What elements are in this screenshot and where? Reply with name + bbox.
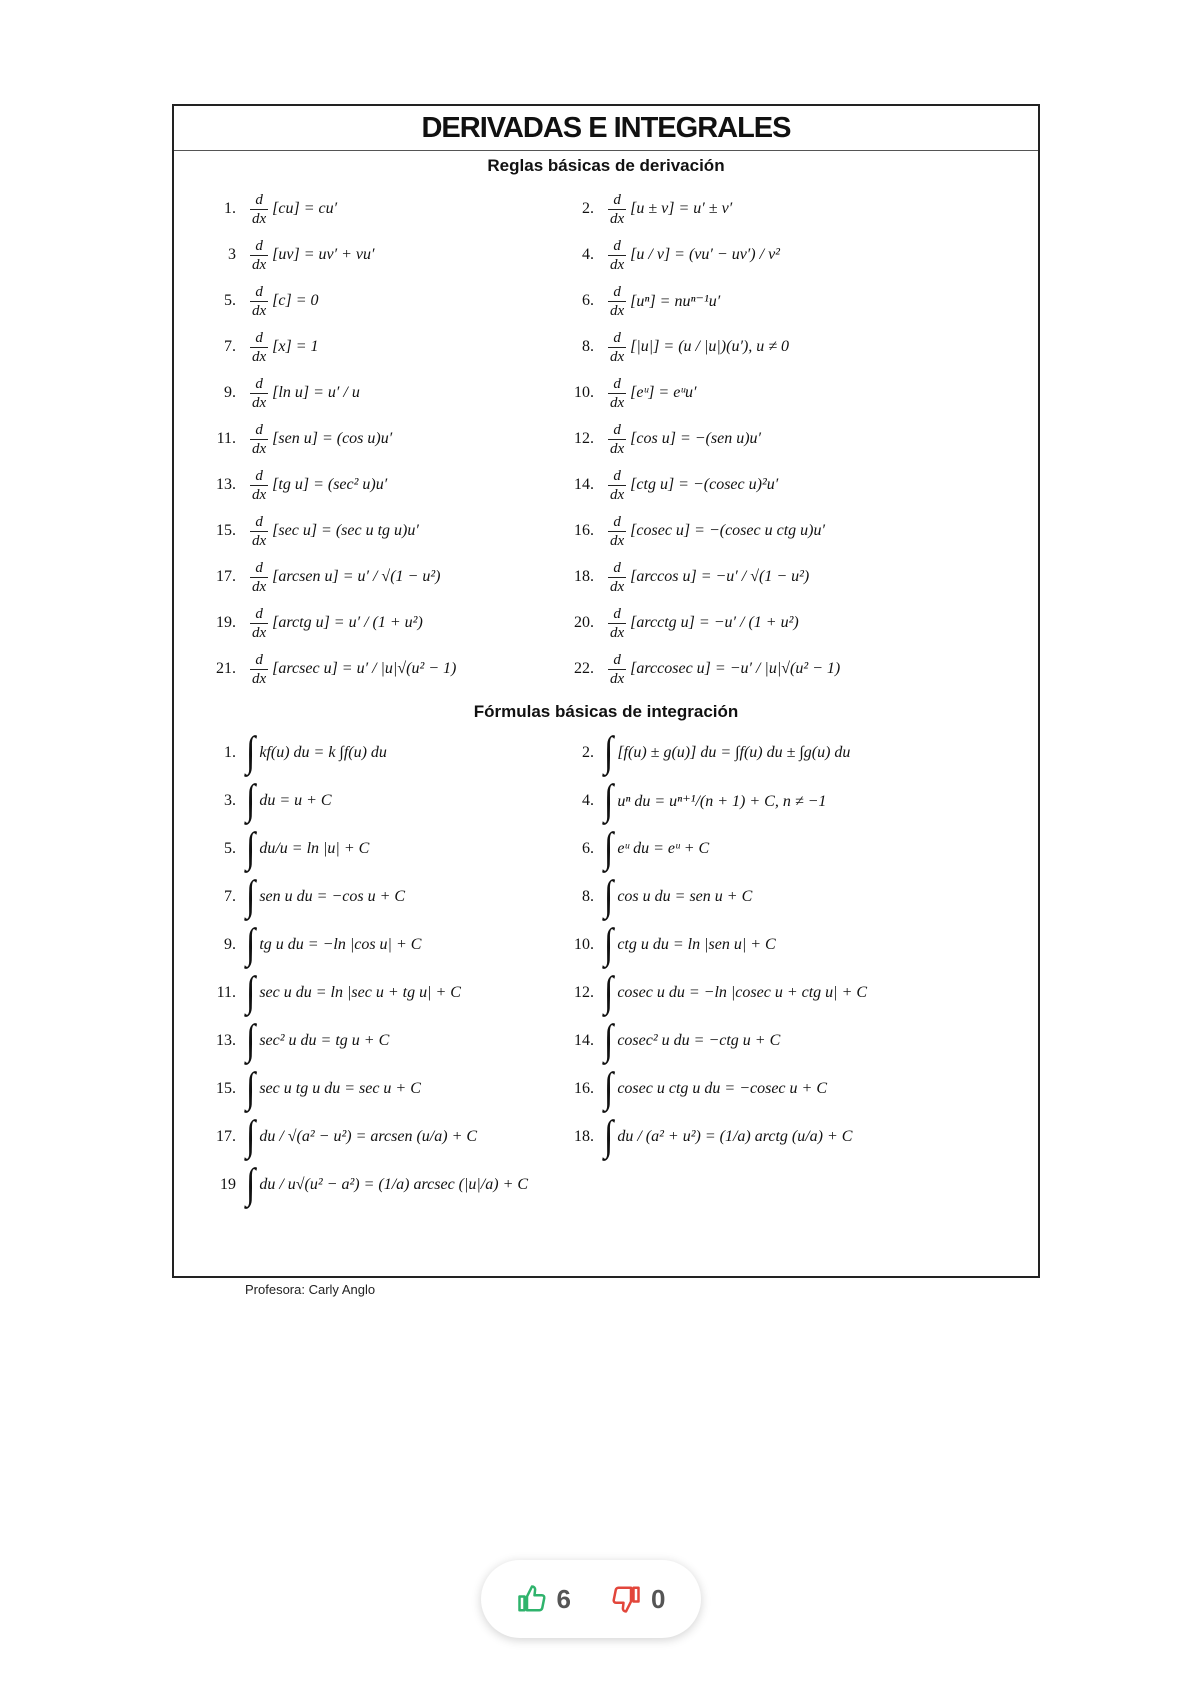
- integral-sign: ∫: [604, 1113, 614, 1160]
- rule-expression: [ln u] = u′ / u: [272, 384, 360, 401]
- rule-number: 5.: [224, 292, 236, 309]
- derivative-rule: [552, 186, 732, 232]
- integral-rule: [194, 778, 332, 824]
- integral-row: [174, 1066, 1038, 1112]
- derivative-operator: [250, 191, 268, 228]
- derivative-operator-top: d: [255, 191, 263, 208]
- integral-sign: ∫: [246, 1161, 256, 1208]
- rule-formula: [604, 237, 780, 274]
- integral-row: [174, 1162, 1038, 1208]
- derivative-rule: [194, 462, 387, 508]
- rule-number: 6.: [582, 292, 594, 309]
- rule-number: 9.: [224, 384, 236, 401]
- rule-expression: [eᵘ] = eᵘu′: [630, 384, 697, 401]
- rule-expression: [arcsen u] = u′ / √(1 − u²): [272, 568, 441, 585]
- rule-expression: [cos u] = −(sen u)u′: [630, 430, 762, 447]
- rule-expression: [sen u] = (cos u)u′: [272, 430, 393, 447]
- rule-number: 3: [228, 246, 236, 263]
- derivative-rule: [194, 600, 423, 646]
- derivative-rule: [194, 278, 319, 324]
- derivatives-heading: Reglas básicas de derivación: [487, 156, 725, 175]
- rule-formula: [604, 329, 789, 366]
- dislike-count: 0: [651, 1583, 666, 1614]
- derivative-operator-bottom: dx: [610, 440, 625, 457]
- derivative-operator: [608, 191, 626, 228]
- rule-number: 2.: [582, 200, 594, 217]
- rule-formula: [604, 1017, 781, 1064]
- rule-expression: uⁿ du = uⁿ⁺¹/(n + 1) + C, n ≠ −1: [617, 793, 827, 810]
- integral-row: [174, 970, 1038, 1016]
- rule-expression: tg u du = −ln |cos u| + C: [259, 936, 422, 953]
- derivative-row: [174, 508, 1038, 554]
- rule-expression: kf(u) du = k ∫f(u) du: [259, 744, 387, 761]
- derivative-operator: [250, 513, 268, 550]
- rule-formula: [246, 873, 406, 920]
- rule-formula: [246, 559, 440, 596]
- rule-expression: sec u tg u du = sec u + C: [259, 1080, 421, 1097]
- derivative-operator-top: d: [613, 283, 621, 300]
- integral-sign: ∫: [246, 873, 256, 920]
- integral-rule: [552, 826, 709, 872]
- thumbs-up-icon: [517, 1584, 547, 1614]
- dislike-button[interactable]: [611, 1584, 665, 1615]
- derivative-operator: [608, 237, 626, 274]
- rule-expression: [arccosec u] = −u′ / |u|√(u² − 1): [630, 660, 841, 677]
- derivative-operator-bottom: dx: [252, 670, 267, 687]
- integral-sign: ∫: [604, 777, 614, 824]
- rule-formula: [604, 1065, 827, 1112]
- rule-number: 3.: [224, 792, 236, 809]
- derivative-operator: [250, 651, 268, 688]
- derivative-operator: [608, 329, 626, 366]
- derivative-operator-bottom: dx: [610, 210, 625, 227]
- derivative-operator: [250, 237, 268, 274]
- rule-number: 5.: [224, 840, 236, 857]
- derivative-operator-top: d: [255, 237, 263, 254]
- rule-formula: [246, 777, 332, 824]
- integral-rule: [194, 1066, 421, 1112]
- rule-formula: [246, 969, 461, 1016]
- derivative-operator-top: d: [255, 467, 263, 484]
- integral-sign: ∫: [246, 729, 256, 776]
- rule-number: 19.: [216, 614, 236, 631]
- rule-expression: [arcsec u] = u′ / |u|√(u² − 1): [272, 660, 457, 677]
- derivative-operator: [608, 559, 626, 596]
- rule-formula: [246, 1161, 529, 1208]
- derivative-operator-bottom: dx: [252, 302, 267, 319]
- integral-row: [174, 874, 1038, 920]
- derivative-row: [174, 462, 1038, 508]
- derivative-operator: [608, 283, 626, 320]
- thumbs-down-icon: [611, 1584, 641, 1614]
- rule-number: 12.: [574, 984, 594, 1001]
- rule-expression: sen u du = −cos u + C: [259, 888, 406, 905]
- derivative-operator: [608, 467, 626, 504]
- derivative-operator-bottom: dx: [610, 532, 625, 549]
- rule-expression: du / (a² + u²) = (1/a) arctg (u/a) + C: [617, 1128, 853, 1145]
- integral-sign: ∫: [246, 1017, 256, 1064]
- integrals-heading: Fórmulas básicas de integración: [473, 702, 739, 721]
- rule-formula: [246, 605, 423, 642]
- derivative-operator: [250, 375, 268, 412]
- derivative-operator: [250, 467, 268, 504]
- derivative-operator-bottom: dx: [252, 394, 267, 411]
- derivative-operator-bottom: dx: [252, 624, 267, 641]
- vote-panel: [481, 1560, 701, 1638]
- rule-formula: [604, 191, 732, 228]
- derivative-operator-bottom: dx: [252, 486, 267, 503]
- integral-rule: [194, 730, 387, 776]
- rule-formula: [604, 825, 710, 872]
- derivative-row: [174, 646, 1038, 692]
- derivative-operator-top: d: [255, 421, 263, 438]
- integral-rule: [194, 874, 405, 920]
- rule-expression: [uⁿ] = nuⁿ⁻¹u′: [630, 293, 721, 310]
- rule-formula: [604, 559, 809, 596]
- integral-rule: [194, 826, 369, 872]
- rule-expression: [cu] = cu′: [272, 200, 338, 217]
- rule-number: 21.: [216, 660, 236, 677]
- derivative-operator-bottom: dx: [610, 578, 625, 595]
- derivative-rule: [552, 508, 825, 554]
- derivative-row: [174, 370, 1038, 416]
- rule-formula: [604, 1113, 853, 1160]
- rule-formula: [246, 513, 419, 550]
- integral-sign: ∫: [604, 969, 614, 1016]
- derivative-rule: [194, 646, 456, 692]
- rule-expression: [|u|] = (u / |u|)(u′), u ≠ 0: [630, 338, 790, 355]
- rule-formula: [246, 825, 370, 872]
- derivative-operator-top: d: [613, 467, 621, 484]
- rule-formula: [246, 283, 319, 320]
- integral-sign: ∫: [604, 1065, 614, 1112]
- derivative-row: [174, 416, 1038, 462]
- derivative-rule: [194, 324, 319, 370]
- derivative-rule: [194, 554, 440, 600]
- derivative-rule: [552, 416, 761, 462]
- derivative-operator: [608, 375, 626, 412]
- rule-expression: [x] = 1: [272, 338, 319, 355]
- rule-expression: sec² u du = tg u + C: [259, 1032, 390, 1049]
- rule-number: 22.: [574, 660, 594, 677]
- derivative-operator-bottom: dx: [252, 440, 267, 457]
- derivative-rule: [194, 370, 360, 416]
- rule-formula: [246, 651, 456, 688]
- derivative-operator: [608, 651, 626, 688]
- derivative-operator-bottom: dx: [610, 302, 625, 319]
- rule-formula: [246, 921, 422, 968]
- rule-number: 6.: [582, 840, 594, 857]
- derivative-row: [174, 186, 1038, 232]
- derivative-row: [174, 232, 1038, 278]
- rule-expression: cosec² u du = −ctg u + C: [617, 1032, 781, 1049]
- integral-sign: ∫: [604, 873, 614, 920]
- rule-number: 14.: [574, 1032, 594, 1049]
- rule-expression: ctg u du = ln |sen u| + C: [617, 936, 776, 953]
- integral-sign: ∫: [246, 777, 256, 824]
- derivative-operator-top: d: [613, 375, 621, 392]
- rule-number: 4.: [582, 792, 594, 809]
- integral-rule: [194, 922, 421, 968]
- rule-expression: cosec u du = −ln |cosec u + ctg u| + C: [617, 984, 868, 1001]
- integral-sign: ∫: [246, 825, 256, 872]
- derivative-operator-bottom: dx: [252, 348, 267, 365]
- derivative-rule: [552, 462, 778, 508]
- derivative-operator-bottom: dx: [610, 394, 625, 411]
- like-button[interactable]: [517, 1584, 571, 1615]
- rule-formula: [246, 375, 360, 412]
- rule-expression: du/u = ln |u| + C: [259, 840, 370, 857]
- derivative-operator-bottom: dx: [252, 256, 267, 273]
- integral-row: [174, 826, 1038, 872]
- rule-expression: du / √(a² − u²) = arcsen (u/a) + C: [259, 1128, 478, 1145]
- derivative-operator: [250, 283, 268, 320]
- rule-number: 10.: [574, 384, 594, 401]
- rule-number: 11.: [216, 430, 236, 447]
- rule-number: 7.: [224, 888, 236, 905]
- derivative-operator-top: d: [613, 237, 621, 254]
- derivative-row: [174, 324, 1038, 370]
- derivative-operator-top: d: [613, 605, 621, 622]
- derivative-operator: [250, 421, 268, 458]
- derivative-operator-bottom: dx: [252, 210, 267, 227]
- rule-formula: [604, 777, 827, 824]
- derivative-operator-top: d: [613, 191, 621, 208]
- integral-rule: [552, 922, 776, 968]
- rule-formula: [246, 421, 392, 458]
- integral-sign: ∫: [604, 921, 614, 968]
- rule-formula: [604, 921, 776, 968]
- derivative-operator: [250, 329, 268, 366]
- derivative-rule: [552, 278, 720, 324]
- rule-formula: [604, 283, 720, 320]
- like-count: 6: [556, 1583, 571, 1614]
- derivative-rule: [194, 232, 375, 278]
- derivative-row: [174, 600, 1038, 646]
- derivative-operator-top: d: [255, 375, 263, 392]
- rule-number: 17.: [216, 1128, 236, 1145]
- rule-expression: [arctg u] = u′ / (1 + u²): [272, 614, 423, 631]
- rule-number: 16.: [574, 522, 594, 539]
- integral-sign: ∫: [246, 1113, 256, 1160]
- integral-sign: ∫: [604, 729, 614, 776]
- rule-expression: du = u + C: [259, 792, 332, 809]
- rule-number: 1.: [224, 744, 236, 761]
- integral-rule: [194, 1114, 477, 1160]
- derivative-operator-bottom: dx: [252, 532, 267, 549]
- derivative-operator: [608, 513, 626, 550]
- integral-rule: [552, 778, 826, 824]
- rule-number: 20.: [574, 614, 594, 631]
- rule-formula: [246, 729, 387, 776]
- integral-sign: ∫: [604, 1017, 614, 1064]
- rule-number: 8.: [582, 338, 594, 355]
- rule-expression: [u / v] = (vu′ − uv′) / v²: [630, 246, 780, 263]
- integral-row: [174, 1114, 1038, 1160]
- derivative-operator-bottom: dx: [252, 578, 267, 595]
- rule-formula: [246, 1113, 478, 1160]
- rule-number: 13.: [216, 476, 236, 493]
- rule-expression: [sec u] = (sec u tg u)u′: [272, 522, 419, 539]
- integral-rule: [552, 970, 867, 1016]
- derivative-operator-top: d: [613, 421, 621, 438]
- rule-expression: [cosec u] = −(cosec u ctg u)u′: [630, 522, 825, 539]
- integral-rule: [552, 730, 850, 776]
- derivative-row: [174, 278, 1038, 324]
- integral-rule: [552, 1066, 827, 1112]
- page-title: DERIVADAS E INTEGRALES: [421, 112, 791, 144]
- rule-formula: [604, 651, 840, 688]
- rule-expression: cos u du = sen u + C: [617, 888, 753, 905]
- rule-number: 9.: [224, 936, 236, 953]
- derivative-operator-top: d: [613, 513, 621, 530]
- derivative-operator-top: d: [255, 651, 263, 668]
- derivative-row: [174, 554, 1038, 600]
- derivative-operator-top: d: [255, 559, 263, 576]
- derivative-rule: [552, 646, 840, 692]
- rule-expression: [ctg u] = −(cosec u)²u′: [630, 476, 779, 493]
- integral-sign: ∫: [604, 825, 614, 872]
- derivative-operator-top: d: [255, 283, 263, 300]
- derivative-operator-bottom: dx: [610, 486, 625, 503]
- derivative-operator-bottom: dx: [610, 256, 625, 273]
- derivative-rule: [552, 370, 697, 416]
- derivative-rule: [194, 508, 419, 554]
- rule-formula: [246, 191, 337, 228]
- derivative-rule: [194, 186, 337, 232]
- rule-number: 18.: [574, 568, 594, 585]
- derivative-rule: [552, 554, 809, 600]
- derivative-operator-top: d: [613, 559, 621, 576]
- derivative-operator-bottom: dx: [610, 670, 625, 687]
- title-divider: [174, 150, 1038, 151]
- derivative-operator-top: d: [255, 329, 263, 346]
- rule-number: 7.: [224, 338, 236, 355]
- rule-expression: cosec u ctg u du = −cosec u + C: [617, 1080, 827, 1097]
- rule-number: 4.: [582, 246, 594, 263]
- rule-formula: [246, 467, 387, 504]
- rule-expression: sec u du = ln |sec u + tg u| + C: [259, 984, 461, 1001]
- rule-number: 13.: [216, 1032, 236, 1049]
- rule-formula: [246, 1065, 421, 1112]
- derivative-operator-bottom: dx: [610, 624, 625, 641]
- derivative-rule: [194, 416, 392, 462]
- rule-expression: [tg u] = (sec² u)u′: [272, 476, 388, 493]
- derivative-operator: [250, 559, 268, 596]
- rule-number: 17.: [216, 568, 236, 585]
- integral-rule: [194, 1162, 528, 1208]
- rule-number: 18.: [574, 1128, 594, 1145]
- derivative-operator-top: d: [613, 329, 621, 346]
- integral-row: [174, 922, 1038, 968]
- derivative-operator: [250, 605, 268, 642]
- formula-sheet: [172, 104, 1040, 1278]
- rule-expression: [c] = 0: [272, 292, 319, 309]
- rule-number: 15.: [216, 522, 236, 539]
- rule-formula: [246, 237, 375, 274]
- derivative-operator-top: d: [255, 513, 263, 530]
- derivative-rule: [552, 324, 789, 370]
- rule-formula: [246, 329, 319, 366]
- rule-expression: eᵘ du = eᵘ + C: [617, 840, 710, 857]
- derivative-rule: [552, 600, 799, 646]
- integral-rule: [552, 1114, 852, 1160]
- rule-formula: [604, 873, 753, 920]
- rule-number: 12.: [574, 430, 594, 447]
- integral-sign: ∫: [246, 969, 256, 1016]
- rule-number: 1.: [224, 200, 236, 217]
- integral-row: [174, 778, 1038, 824]
- rule-number: 15.: [216, 1080, 236, 1097]
- rule-expression: [u ± v] = u′ ± v′: [630, 200, 733, 217]
- rule-expression: [arccos u] = −u′ / √(1 − u²): [630, 568, 810, 585]
- derivative-operator-top: d: [613, 651, 621, 668]
- rule-number: 10.: [574, 936, 594, 953]
- rule-number: 2.: [582, 744, 594, 761]
- integral-rule: [552, 1018, 780, 1064]
- derivative-rule: [552, 232, 780, 278]
- integral-sign: ∫: [246, 921, 256, 968]
- integral-row: [174, 1018, 1038, 1064]
- derivative-operator-bottom: dx: [610, 348, 625, 365]
- rule-number: 19: [220, 1176, 236, 1193]
- rule-number: 8.: [582, 888, 594, 905]
- rule-formula: [604, 729, 851, 776]
- rule-formula: [246, 1017, 390, 1064]
- integral-sign: ∫: [246, 1065, 256, 1112]
- integral-rule: [194, 970, 461, 1016]
- derivative-operator-top: d: [255, 605, 263, 622]
- rule-formula: [604, 375, 697, 412]
- integral-rule: [194, 1018, 389, 1064]
- derivative-operator: [608, 605, 626, 642]
- rule-formula: [604, 421, 761, 458]
- rule-formula: [604, 969, 868, 1016]
- rule-formula: [604, 467, 778, 504]
- rule-formula: [604, 605, 799, 642]
- rule-expression: du / u√(u² − a²) = (1/a) arcsec (|u|/a) + C: [259, 1176, 529, 1193]
- rule-number: 14.: [574, 476, 594, 493]
- rule-expression: [uv] = uv′ + vu′: [272, 246, 375, 263]
- rule-expression: [f(u) ± g(u)] du = ∫f(u) du ± ∫g(u) du: [617, 744, 851, 761]
- integral-rule: [552, 874, 752, 920]
- rule-number: 11.: [216, 984, 236, 1001]
- rule-number: 16.: [574, 1080, 594, 1097]
- author-note: Profesora: Carly Anglo: [245, 1282, 376, 1297]
- derivative-operator: [608, 421, 626, 458]
- rule-formula: [604, 513, 825, 550]
- rule-expression: [arcctg u] = −u′ / (1 + u²): [630, 614, 799, 631]
- integral-row: [174, 730, 1038, 776]
